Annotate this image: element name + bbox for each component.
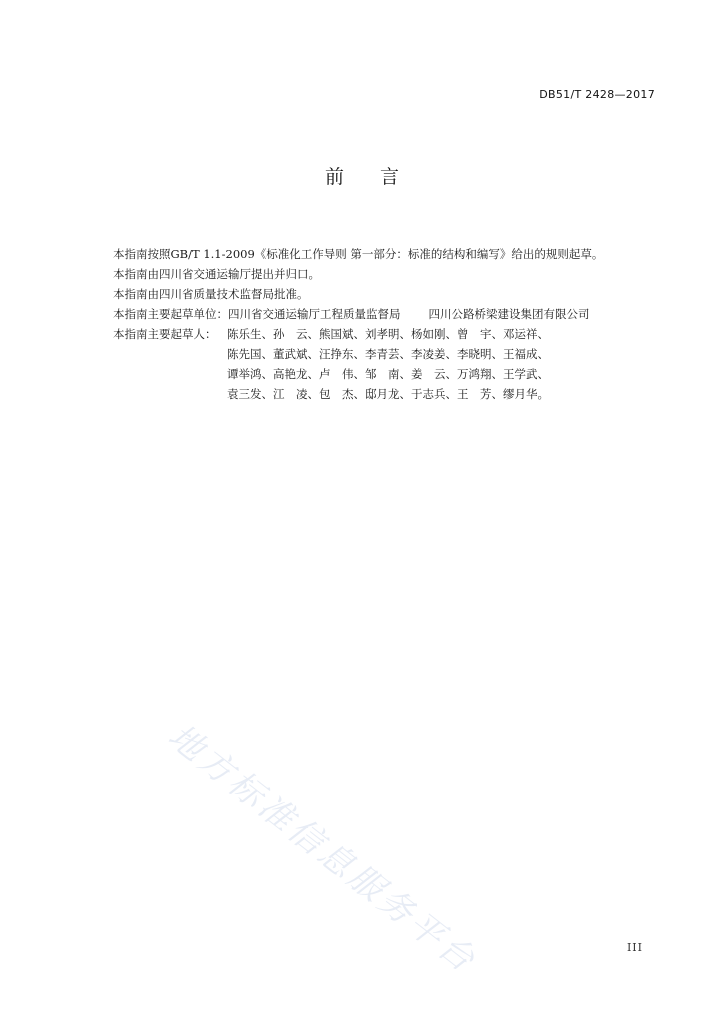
paragraph-approver: 本指南由四川省质量技术监督局批准。 — [113, 287, 309, 301]
drafters-line: 陈乐生、孙 云、熊国斌、刘孝明、杨如刚、曾 宇、邓运祥、 — [227, 327, 549, 341]
drafting-units-label: 本指南主要起草单位： — [113, 307, 228, 321]
drafting-unit-2: 四川公路桥梁建设集团有限公司 — [428, 307, 590, 321]
drafters-line: 谭举鸿、高艳龙、卢 伟、邹 南、姜 云、万鸿翔、王学武、 — [227, 367, 549, 381]
paragraph-drafting-units — [113, 304, 673, 324]
drafters-label: 本指南主要起草人： — [113, 327, 217, 341]
drafters-line: 袁三发、江 凌、包 杰、邸月龙、于志兵、王 芳、缪月华。 — [227, 387, 549, 401]
paragraph-drafting-rules: 本指南按照GB/T 1.1-2009《标准化工作导则 第一部分：标准的结构和编写》给出的规则起草。 — [113, 247, 604, 261]
drafters-line: 陈先国、董武斌、汪挣东、李青芸、李凌姜、李晓明、王福成、 — [227, 347, 549, 361]
paragraph-proposer: 本指南由四川省交通运输厅提出并归口。 — [113, 267, 320, 281]
title-char-1: 前 — [324, 166, 344, 188]
drafters-first-row — [113, 324, 673, 344]
drafting-unit-1: 四川省交通运输厅工程质量监督局 — [228, 307, 401, 321]
title-char-2: 言 — [380, 166, 400, 188]
standard-code: DB51/T 2428—2017 — [539, 88, 655, 101]
page-number: III — [626, 941, 643, 954]
watermark: 地方标准信息服务平台 — [160, 716, 485, 982]
page-title — [0, 162, 724, 189]
foreword-body — [113, 244, 673, 404]
